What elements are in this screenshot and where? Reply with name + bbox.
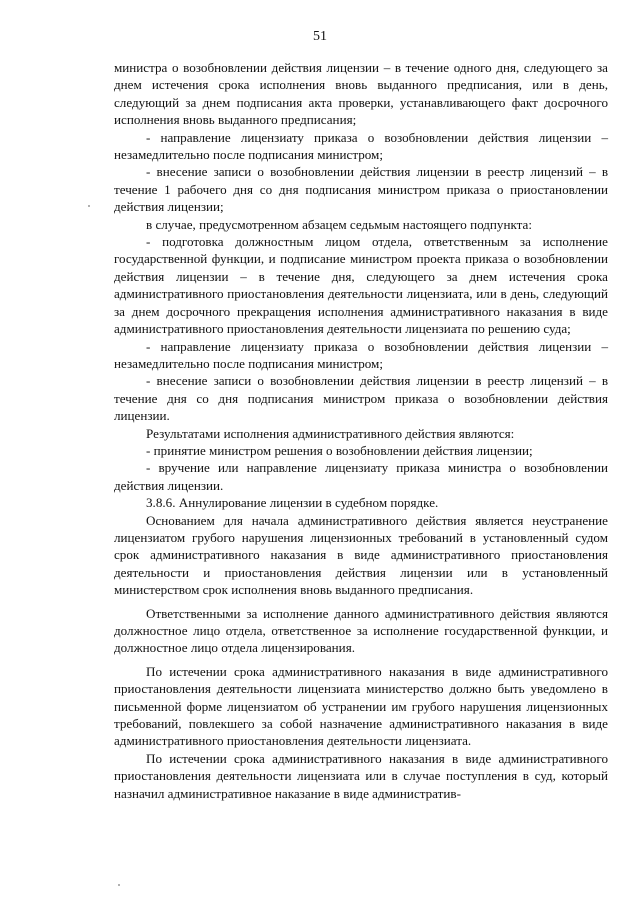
paragraph: - направление лицензиату приказа о возобновлении действия лицензии – незамедлительно после подписания министром; (114, 129, 608, 163)
paragraph: - вручение или направление лицензиату приказа министра о возобновлении действия лицензии. (114, 460, 608, 493)
page-number: 51 (313, 29, 327, 44)
paragraph: По истечении срока административного наказания в виде административного приостановления деятельности лицензиата или в случае поступления в суд, который назначил административное наказание в виде административ- (114, 750, 608, 801)
paragraph: в случае, предусмотренном абзацем седьмым настоящего подпункта: (146, 216, 532, 232)
document-body (114, 59, 608, 802)
paragraph: - подготовка должностным лицом отдела, ответственным за исполнение государственной функции, и подписание министром проекта приказа о возобновлении действия лицензии – в течение дня, следующего за днем истечения срока административного приостановления деятельности лицензиата, или в день, следующий за днем досрочного прекращения исполнения административного наказания в виде административного приостановления деятельности лицензиата по решению суда; (114, 234, 608, 337)
scan-speck (88, 205, 90, 207)
paragraph: министра о возобновлении действия лицензии – в течение одного дня, следующего за днем истечения срока исполнения вновь выданного предписания, или в день, следующий за днем подписания акта проверки, устанавливающего факт досрочного исполнения вновь выданного предписания; (114, 60, 608, 128)
paragraph: По истечении срока административного наказания в виде административного приостановления деятельности лицензиата министерство должно быть уведомлено в письменной форме лицензиатом об устранении им грубого нарушения лицензионных требований, повлекшего за собой назначение административного наказания в виде административного приостановления деятельности лицензиата. (114, 663, 608, 749)
paragraph: Ответственными за исполнение данного административного действия являются должностное лицо отдела, ответственное за исполнение государственной функции, и должностное лицо отдела лицензирования. (114, 605, 608, 656)
paragraph: 3.8.6. Аннулирование лицензии в судебном порядке. (146, 495, 439, 511)
paragraph: - принятие министром решения о возобновлении действия лицензии; (146, 442, 533, 458)
paragraph: - внесение записи о возобновлении действия лицензии в реестр лицензий – в течение 1 рабочего дня со дня подписания министром приказа о приостановлении действия лицензии; (114, 164, 608, 215)
paragraph: - направление лицензиату приказа о возобновлении действия лицензии – незамедлительно после подписания министром; (114, 338, 608, 371)
scan-speck (118, 884, 120, 886)
paragraph: - внесение записи о возобновлении действия лицензии в реестр лицензий – в течение дня со дня подписания министром приказа о возобновлении действия лицензии. (114, 373, 608, 424)
paragraph: Результатами исполнения административного действия являются: (146, 425, 515, 441)
paragraph: Основанием для начала административного действия является неустранение лицензиатом грубого нарушения лицензионных требований в установленный судом срок административного наказания в виде административного приостановления деятельности и приостановления действия лицензии или в установленный министерством срок исполнения вновь выданного предписания. (114, 512, 608, 598)
